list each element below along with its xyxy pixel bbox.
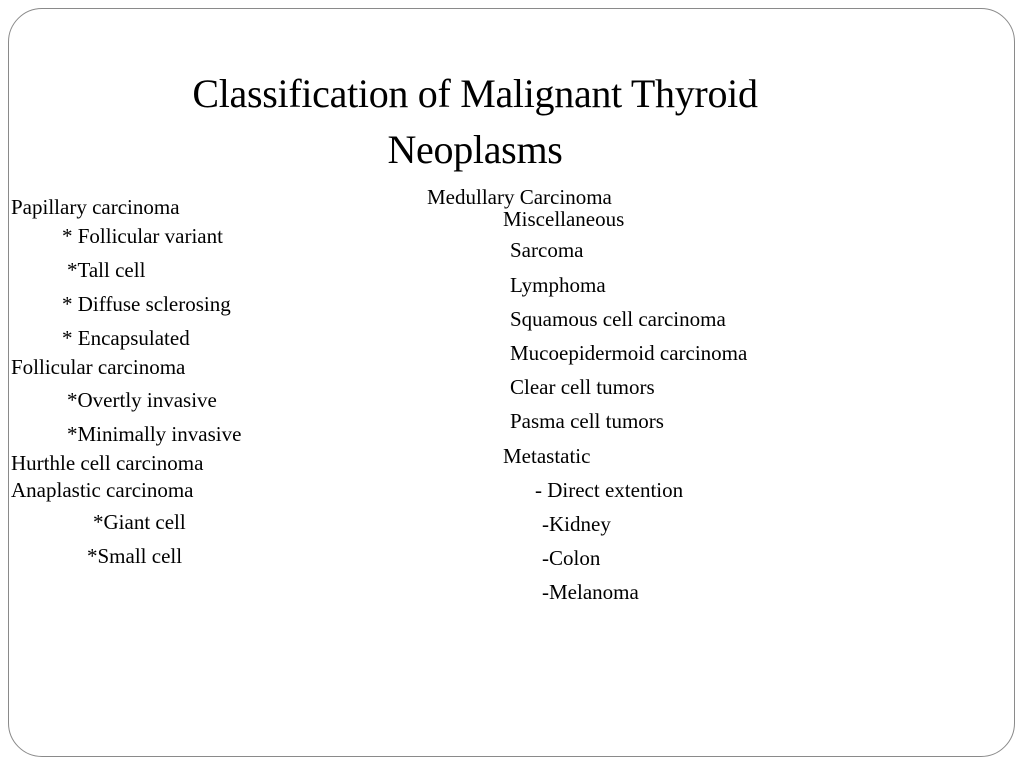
left-subitem-tall-cell: *Tall cell [67, 258, 146, 282]
right-subitem-kidney: -Kidney [542, 512, 611, 536]
title-line-2: Neoplasms [387, 127, 563, 172]
left-subitem-overtly-invasive: *Overtly invasive [67, 388, 217, 412]
right-subitem-lymphoma: Lymphoma [510, 273, 606, 297]
left-subitem-encapsulated: * Encapsulated [62, 326, 190, 350]
left-item-papillary: Papillary carcinoma [11, 195, 180, 219]
right-subitem-squamous: Squamous cell carcinoma [510, 307, 726, 331]
right-subitem-direct-extension: - Direct extention [535, 478, 684, 502]
left-subitem-giant-cell: *Giant cell [93, 510, 186, 534]
left-subitem-small-cell: *Small cell [87, 544, 183, 568]
slide-title [110, 66, 840, 178]
right-item-miscellaneous: Miscellaneous [503, 207, 625, 231]
right-subitem-sarcoma: Sarcoma [510, 238, 584, 262]
title-line-1: Classification of Malignant Thyroid [192, 71, 758, 116]
left-item-anaplastic: Anaplastic carcinoma [11, 478, 194, 502]
right-subitem-colon: -Colon [542, 546, 601, 570]
left-subitem-diffuse-sclerosing: * Diffuse sclerosing [62, 292, 231, 316]
right-item-medullary: Medullary Carcinoma [427, 185, 612, 209]
left-subitem-follicular-variant: * Follicular variant [62, 224, 223, 248]
left-item-follicular: Follicular carcinoma [11, 355, 186, 379]
right-subitem-mucoepidermoid: Mucoepidermoid carcinoma [510, 341, 748, 365]
left-subitem-minimally-invasive: *Minimally invasive [67, 422, 242, 446]
right-item-metastatic: Metastatic [503, 444, 591, 468]
right-subitem-plasma-cell: Pasma cell tumors [510, 409, 664, 433]
right-subitem-clear-cell: Clear cell tumors [510, 375, 655, 399]
right-subitem-melanoma: -Melanoma [542, 580, 639, 604]
left-item-hurthle: Hurthle cell carcinoma [11, 451, 204, 475]
